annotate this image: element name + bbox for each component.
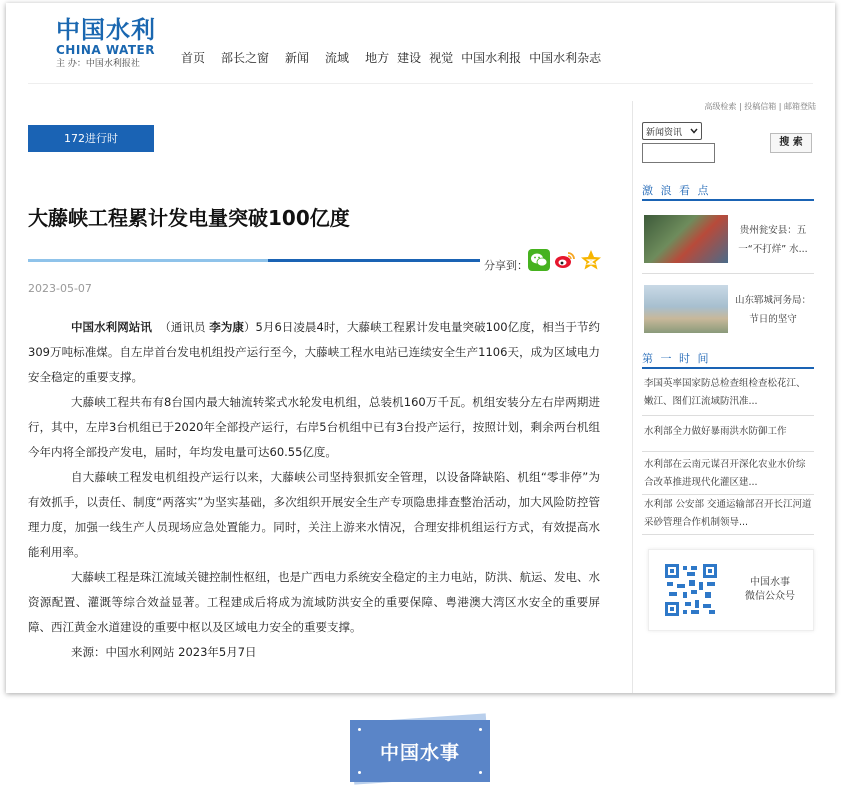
news-caption[interactable]: 贵州瓮安县：五一“不打烊” 水... bbox=[738, 225, 808, 255]
logo-sub: 主 办：中国水利报社 bbox=[56, 59, 140, 69]
article-body bbox=[28, 315, 600, 665]
wechat-qr-box bbox=[648, 549, 814, 631]
search-category-select[interactable]: 新闻资讯 bbox=[642, 122, 702, 140]
brand-stamp bbox=[350, 720, 490, 782]
section-title-latest: 第 一 时 间 bbox=[642, 352, 711, 365]
browser-page bbox=[6, 3, 835, 693]
article-paragraph: 中国水利网站讯 （通讯员 李为康）5月6日凌晨4时，大藤峡工程累计发电量突破100亿度，相当于节约309万吨标准煤。自左岸首台发电机组投产运行至今，大藤峡工程水电站已连续安全生产1106天，成为区域电力安全稳定的重要支撑。 bbox=[28, 320, 601, 384]
nav-item-local[interactable]: 地方 bbox=[365, 51, 390, 65]
news-thumbnail[interactable] bbox=[644, 285, 728, 333]
list-item[interactable]: 水利部 公安部 交通运输部召开长江河道采砂管理合作机制领导... bbox=[644, 499, 812, 528]
list-separator bbox=[642, 415, 814, 416]
qr-caption: 中国水事 微信公众号 bbox=[745, 577, 795, 602]
qzone-icon[interactable] bbox=[580, 249, 602, 271]
column-divider bbox=[632, 101, 633, 693]
publish-date: 2023-05-07 bbox=[28, 282, 92, 295]
wechat-icon[interactable] bbox=[528, 249, 550, 271]
stamp-text: 中国水事 bbox=[379, 741, 460, 764]
article-title: 大藤峡工程累计发电量突破100亿度 bbox=[28, 206, 350, 230]
share-icons bbox=[528, 249, 602, 271]
nav-item-minister[interactable]: 部长之窗 bbox=[221, 51, 270, 65]
site-logo[interactable] bbox=[56, 17, 156, 71]
list-item[interactable]: 水利部在云南元谋召开深化农业水价综合改革推进现代化灌区建... bbox=[644, 459, 806, 488]
chevron-down-icon bbox=[690, 128, 698, 134]
list-separator bbox=[642, 451, 814, 452]
nav-item-home[interactable]: 首页 bbox=[181, 51, 206, 65]
list-separator bbox=[642, 494, 814, 495]
news-caption[interactable]: 山东郓城河务局：节日的坚守 bbox=[734, 295, 811, 325]
main-nav bbox=[181, 49, 609, 66]
article-source: 来源：中国水利网站 2023年5月7日 bbox=[71, 645, 257, 659]
list-item[interactable]: 李国英率国家防总检查组检查松花江、嫩江、图们江流域防汛准... bbox=[644, 378, 806, 407]
nav-item-visual[interactable]: 视觉 bbox=[429, 51, 454, 65]
search-button[interactable]: 搜 索 bbox=[770, 133, 812, 153]
article-paragraph: 自大藤峡工程发电机组投产运行以来，大藤峡公司坚持狠抓安全管理，以设备降缺陷、机组“零非停”为有效抓手，以责任、制度“两落实”为坚实基础，多次组织开展安全生产专项隐患排查整治活动，加大风险防控管理力度，加强一线生产人员现场应急处置能力。同时，关注上游来水情况，合理安排机组运行方式，有效提高水能利用率。 bbox=[28, 470, 600, 559]
nav-item-magazine[interactable]: 中国水利杂志 bbox=[529, 51, 602, 65]
list-separator bbox=[642, 273, 814, 274]
weibo-icon[interactable] bbox=[554, 249, 576, 271]
section-title-highlights: 激 浪 看 点 bbox=[642, 184, 711, 197]
share-label: 分享到： bbox=[484, 259, 528, 272]
article-paragraph: 大藤峡工程共布有8台国内最大轴流转桨式水轮发电机组，总装机160万千瓦。机组安装分左右岸两期进行，其中，左岸3台机组已于2020年全部投产运行，右岸5台机组中已有3台投产运行，按照计划，剩余两台机组今年内将全部投产发电，届时，年均发电量可达60.55亿度。 bbox=[28, 395, 600, 459]
logo-cn: 中国水利 bbox=[56, 16, 156, 44]
list-separator bbox=[642, 534, 814, 535]
title-underline bbox=[28, 259, 480, 262]
nav-item-news[interactable]: 新闻 bbox=[285, 51, 310, 65]
logo-en: CHINA WATER bbox=[56, 43, 155, 57]
nav-item-basin[interactable]: 流域 bbox=[325, 51, 350, 65]
utility-links[interactable]: 高级检索 | 投稿信箱 | 邮箱登陆 bbox=[704, 102, 816, 111]
nav-item-newspaper[interactable]: 中国水利报 bbox=[461, 51, 522, 65]
article-column bbox=[28, 87, 632, 693]
section-underline bbox=[642, 199, 814, 201]
list-item[interactable]: 水利部全力做好暴雨洪水防御工作 bbox=[644, 426, 787, 437]
header-divider bbox=[28, 83, 813, 84]
nav-item-construction[interactable]: 建设 bbox=[397, 51, 422, 65]
topic-tag-button[interactable]: 172进行时 bbox=[28, 125, 154, 152]
news-thumbnail[interactable] bbox=[644, 215, 728, 263]
section-underline bbox=[642, 367, 814, 369]
qr-code-icon[interactable] bbox=[665, 564, 717, 616]
search-input[interactable] bbox=[642, 143, 715, 163]
article-paragraph: 大藤峡工程是珠江流域关键控制性枢纽，也是广西电力系统安全稳定的主力电站，防洪、航运、发电、水资源配置、灌溉等综合效益显著。工程建成后将成为流域防洪安全的重要保障、粤港澳大湾区水安全的重要屏障、西江黄金水道建设的重要中枢以及区域电力安全的重要支撑。 bbox=[28, 570, 600, 634]
